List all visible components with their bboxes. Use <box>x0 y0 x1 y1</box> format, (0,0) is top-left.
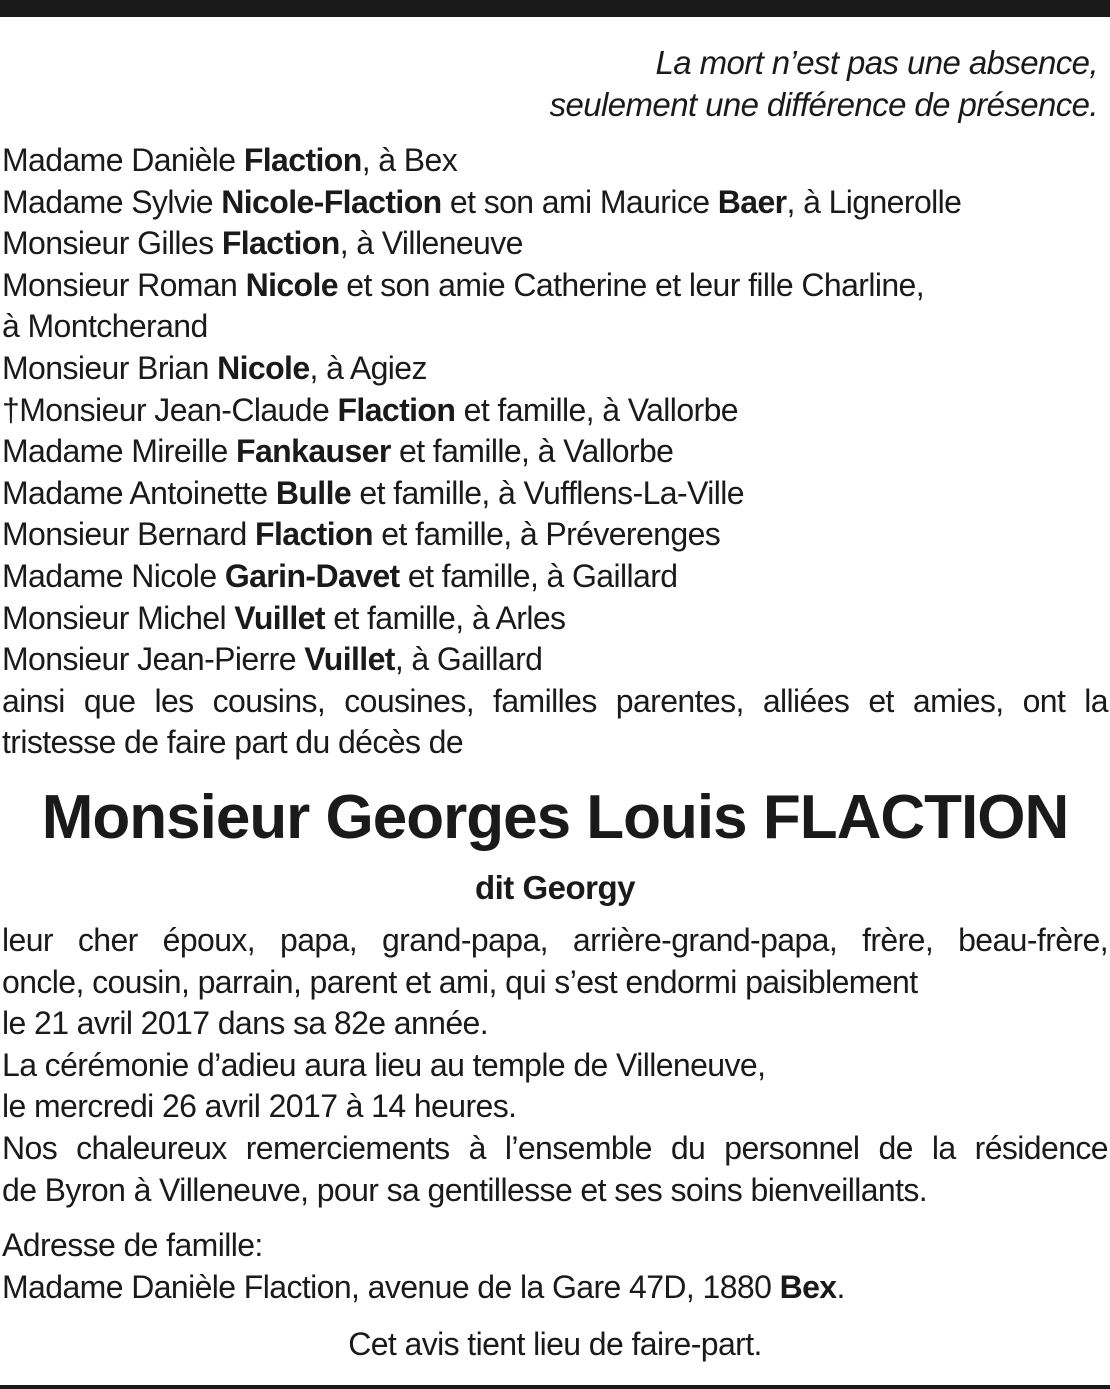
body-line: Nos chaleureux remerciements à l’ensemble du personnel de la résidence <box>2 1129 1108 1166</box>
family-text: Monsieur Jean-Pierre <box>2 641 305 678</box>
family-text: Madame Danièle <box>2 142 244 178</box>
family-surname: Flaction <box>337 391 456 428</box>
family-surname: Vuillet <box>304 641 395 678</box>
family-text: Monsieur Gilles <box>2 225 222 262</box>
family-line <box>2 556 1108 598</box>
family-line <box>2 223 1108 265</box>
family-text: et son amie Catherine et leur fille Charline, <box>338 266 925 303</box>
address-text: Madame Danièle Flaction, avenue de la Gare 47D, 1880 <box>2 1268 780 1305</box>
family-text: à Montcherand <box>2 308 208 345</box>
family-text: Monsieur Brian <box>2 349 218 386</box>
family-text: et son ami Maurice <box>441 183 718 220</box>
family-text: , à Gaillard <box>394 641 543 678</box>
deceased-name: Monsieur Georges Louis FLACTION <box>41 783 1069 852</box>
family-list <box>2 140 1108 764</box>
family-text: Madame Sylvie <box>2 183 222 220</box>
family-text: et famille, à Arles <box>324 599 566 636</box>
closing-line: tristesse de faire part du décès de <box>2 724 464 761</box>
family-text: Monsieur Michel <box>2 599 235 636</box>
family-surname: Bulle <box>275 474 352 511</box>
bottom-rule <box>0 1385 1110 1389</box>
family-line <box>2 639 1108 681</box>
family-text: et famille, à Vallorbe <box>455 391 738 428</box>
deceased-alias: dit Georgy <box>474 869 636 906</box>
family-line <box>2 265 1108 307</box>
family-line <box>2 473 1108 515</box>
family-surname: Baer <box>717 183 787 220</box>
body-line: de Byron à Villeneuve, pour sa gentillesse et ses soins bienveillants. <box>2 1171 928 1208</box>
family-line <box>2 140 1108 182</box>
family-text: Monsieur Roman <box>2 266 246 303</box>
body-line: leur cher époux, papa, grand-papa, arrière-grand-papa, frère, beau-frère, <box>2 922 1108 958</box>
family-text: et famille, à Préverenges <box>372 516 721 553</box>
notice-text: Cet avis tient lieu de faire-part. <box>348 1326 762 1362</box>
family-text: , à Bex <box>361 142 458 178</box>
family-surname: Flaction <box>243 142 362 178</box>
family-line <box>2 306 1108 348</box>
address-end: . <box>836 1268 845 1305</box>
family-text: Madame Mireille <box>2 433 237 470</box>
family-text: et famille, à Gaillard <box>399 557 678 594</box>
family-surname: Nicole-Flaction <box>221 183 442 220</box>
announcement-body <box>2 920 1108 1211</box>
address-line <box>2 1267 1108 1309</box>
family-text: et famille, à Vallorbe <box>390 433 674 470</box>
epigraph-line: seulement une différence de présence. <box>549 86 1098 123</box>
family-text: , à Villeneuve <box>339 225 523 262</box>
address-city: Bex <box>779 1268 837 1305</box>
address-label: Adresse de famille: <box>2 1227 263 1263</box>
epigraph-line: La mort n’est pas une absence, <box>655 44 1098 81</box>
family-text: Monsieur Bernard <box>2 516 256 553</box>
family-surname: Flaction <box>255 516 373 553</box>
family-text: , à Agiez <box>309 349 427 386</box>
family-line <box>2 182 1108 224</box>
family-line <box>2 514 1108 556</box>
family-text: , à Lignerolle <box>786 183 962 220</box>
family-line <box>2 431 1108 473</box>
family-line <box>2 348 1108 390</box>
family-line <box>2 598 1108 640</box>
family-line <box>2 390 1108 432</box>
family-text: Madame Nicole <box>2 557 225 594</box>
body-line: La cérémonie d’adieu aura lieu au temple de Villeneuve, <box>2 1046 766 1083</box>
family-text: Madame Antoinette <box>2 474 276 511</box>
family-surname: Flaction <box>221 225 340 262</box>
body-line: oncle, cousin, parrain, parent et ami, qui s’est endormi paisiblement <box>2 963 918 1000</box>
closing-line: ainsi que les cousins, cousines, familles parentes, alliées et amies, ont la <box>2 682 1108 719</box>
family-surname: Garin-Davet <box>224 557 400 594</box>
family-surname: Nicole <box>217 349 310 386</box>
family-surname: Nicole <box>245 266 338 303</box>
body-line: le mercredi 26 avril 2017 à 14 heures. <box>2 1088 517 1125</box>
family-surname: Fankauser <box>236 433 391 470</box>
epigraph <box>550 42 1098 126</box>
family-text: †Monsieur Jean-Claude <box>2 391 338 428</box>
family-text: et famille, à Vufflens-La-Ville <box>351 474 744 511</box>
top-rule <box>0 0 1110 17</box>
body-line: le 21 avril 2017 dans sa 82e année. <box>2 1005 489 1042</box>
family-surname: Vuillet <box>234 599 325 636</box>
family-address <box>2 1225 1108 1308</box>
